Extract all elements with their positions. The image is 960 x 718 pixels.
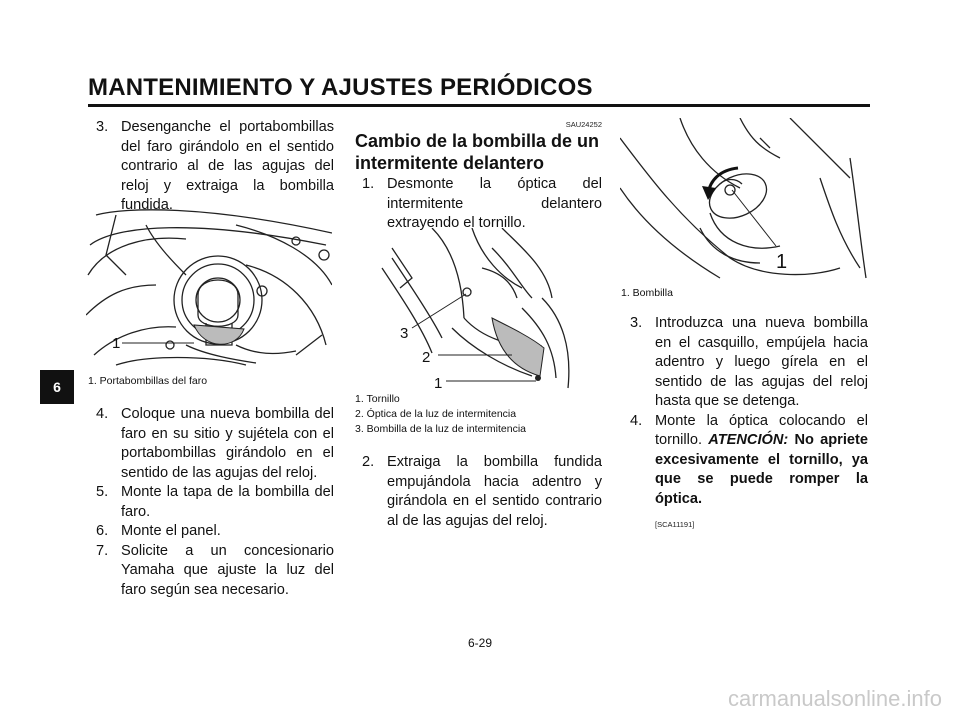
right-column-steps [630,314,868,535]
step-6-left [96,522,334,542]
step-text: Extraiga la bombilla fundida empujándola hacia adentro y girándola en el sentido contrario al de las agujas del reloj. [387,454,602,529]
step-3-right [630,314,868,412]
step-5-left [96,483,334,522]
headlight-bulb-holder-illustration [86,205,332,373]
middle-column-step2 [362,453,602,531]
step-text: Desmonte la óptica del intermitente delantero extrayendo el tornillo. [387,176,602,231]
step-text: Monte la óptica colocando el tornillo. [655,412,868,448]
title-rule [88,104,870,107]
headlight-figure [86,205,332,373]
step-number: 7. [96,542,109,559]
step-number: 4. [630,412,643,429]
turn-signal-lens-illustration [372,228,600,390]
warning-label: ATENCIÓN: [708,432,789,448]
step-number: 6. [96,523,109,539]
figure-caption [88,374,328,389]
left-column [96,118,334,216]
caption-line: 1. Bombilla [621,287,673,299]
callout-3: 3 [400,325,409,342]
callout-1: 1 [112,335,121,352]
step-text: Monte el panel. [121,523,221,539]
step-number: 2. [362,454,375,470]
step-4-right [630,412,868,510]
turn-signal-figure [372,228,600,390]
step-number: 1. [362,176,375,192]
caution-code: [SCA11191] [655,520,695,529]
footer-watermark: carmanualsonline.info [727,686,942,711]
step-3-left [96,118,334,216]
step-1-middle [362,175,602,234]
caption-line: 1. Portabombillas del faro [88,375,208,387]
figure-caption-list [355,392,605,437]
step-4-left [96,405,334,483]
step-text: Solicite a un concesionario Yamaha que ajuste la luz del faro según sea necesario. [121,542,334,598]
chapter-tab [40,370,74,404]
section-code: SAU24252 [565,120,602,129]
step-number: 3. [96,119,109,135]
turn-signal-bulb-illustration [620,118,868,286]
left-column-steps [96,405,334,600]
step-text: Coloque una nueva bombilla del faro en su sitio y sujétela con el portabombillas girándolo en el sentido de las agujas del reloj. [121,406,334,481]
step-number: 3. [630,315,643,331]
step-number: 5. [96,484,109,500]
step-text: Monte la tapa de la bombilla del faro. [121,484,334,520]
step-text: Introduzca una nueva bombilla en el casquillo, empújela hacia adentro y luego gírela en el sentido de las agujas del reloj hasta que se detenga. [655,315,868,409]
bulb-figure [620,118,868,286]
page-title: MANTENIMIENTO Y AJUSTES PERIÓDICOS [88,74,593,101]
step-2-middle [362,453,602,531]
section-heading: Cambio de la bombilla de un intermitente delantero [355,131,600,173]
callout-1: 1 [776,251,788,273]
figure-caption [621,286,861,301]
step-text: Desenganche el portabombillas del faro girándolo en el sentido contrario al de las agujas del reloj y extraiga la bombilla fundida. [121,119,334,213]
page-number: 6-29 [467,636,493,650]
middle-column-step1 [362,175,602,234]
chapter-number: 6 [53,379,61,395]
caption-line: 2. Óptica de la luz de intermitencia [355,408,517,420]
caption-line: 3. Bombilla de la luz de intermitencia [355,423,527,435]
caption-line: 1. Tornillo [355,393,400,405]
warning-text: No apriete excesivamente el tornillo, ya que se puede romper la óptica. [655,432,869,507]
callout-2: 2 [422,349,431,366]
step-number: 4. [96,406,109,422]
callout-1: 1 [434,375,443,390]
step-7-left [96,542,334,601]
